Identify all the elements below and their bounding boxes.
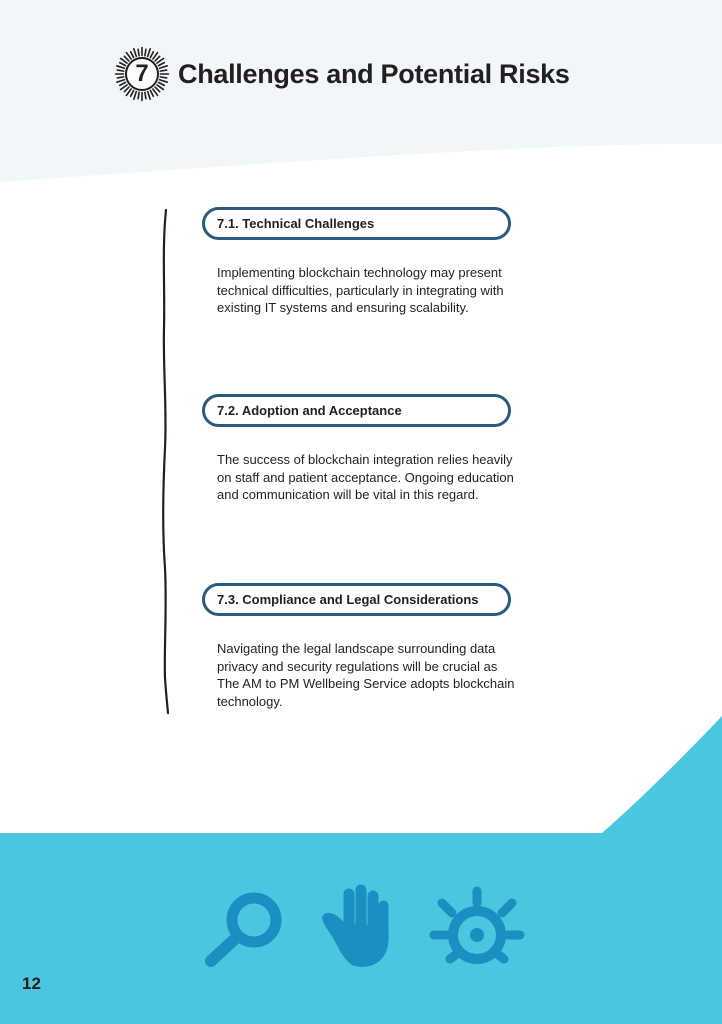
section-heading-pill: 7.2. Adoption and Acceptance	[202, 394, 511, 427]
footer-background	[0, 700, 722, 1024]
page-number: 12	[22, 974, 41, 993]
section-number-badge	[114, 46, 170, 102]
magnifier-icon	[202, 888, 288, 968]
section-body: Implementing blockchain technology may present technical difficulties, particularly in integrating with existing IT systems and ensuring scalability.	[217, 265, 504, 315]
hand-icon	[319, 883, 397, 969]
section-number: 7	[135, 60, 149, 87]
section-technical-challenges	[202, 207, 522, 317]
page-title: Challenges and Potential Risks	[178, 58, 570, 89]
section-header	[114, 46, 570, 102]
section-heading-pill: 7.1. Technical Challenges	[202, 207, 511, 240]
timeline-line	[156, 208, 176, 718]
section-compliance-legal	[202, 583, 522, 710]
section-heading-pill: 7.3. Compliance and Legal Considerations	[202, 583, 511, 616]
section-body: The success of blockchain integration relies heavily on staff and patient acceptance. Ongoing education and communication will be vital in this regard.	[217, 452, 514, 502]
section-body: Navigating the legal landscape surrounding data privacy and security regulations will be crucial as The AM to PM Wellbeing Service adopts blockchain technology.	[217, 641, 515, 709]
section-adoption-acceptance	[202, 394, 522, 504]
gear-icon	[428, 883, 526, 969]
